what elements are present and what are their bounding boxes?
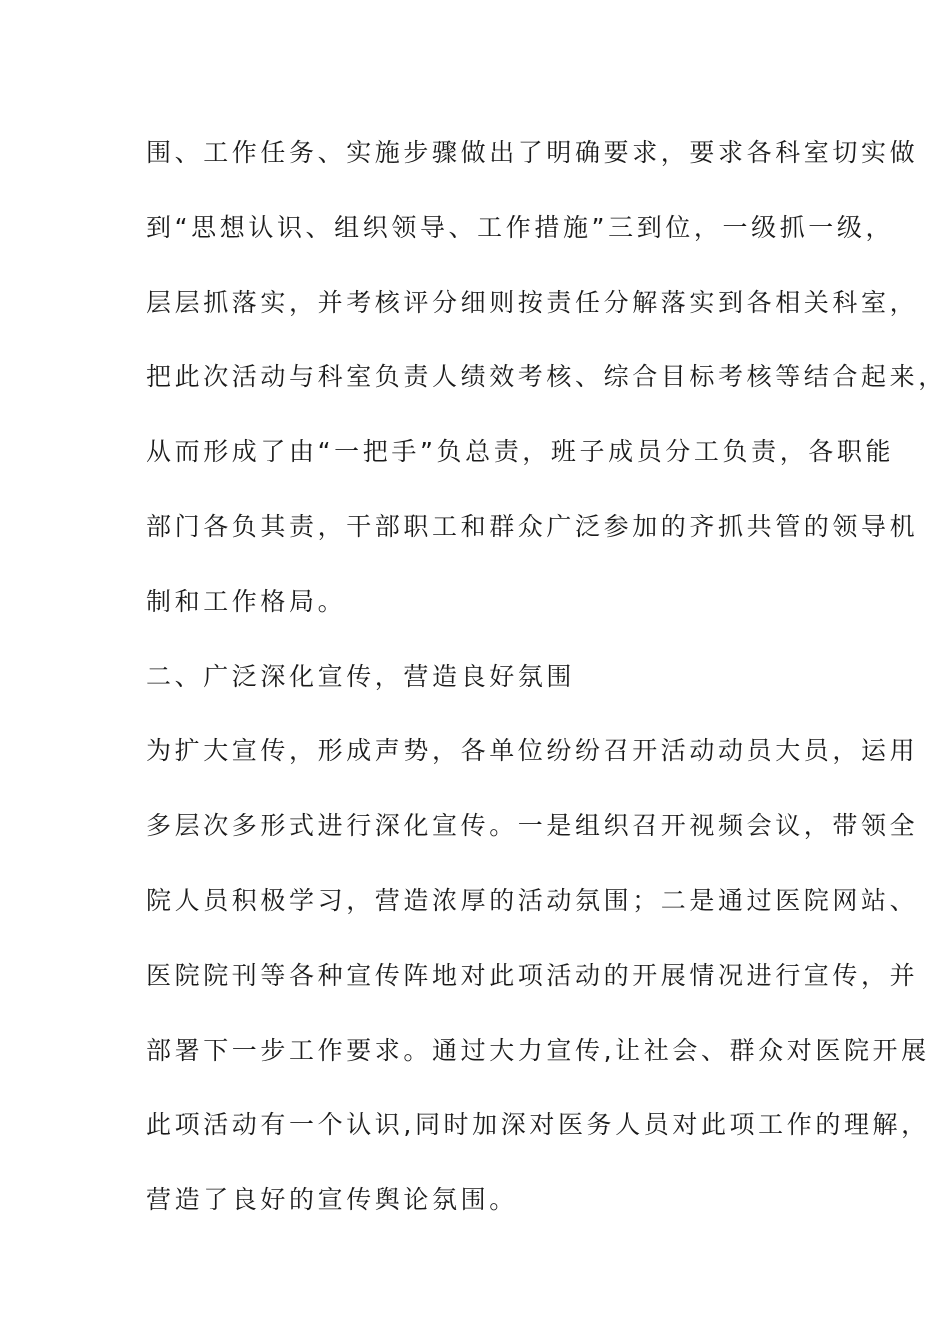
- text-line: 多层次多形式进行深化宣传。一是组织召开视频会议，带领全: [146, 811, 919, 841]
- text-line: 到“思想认识、组织领导、工作措施”三到位，一级抓一级，: [146, 212, 895, 242]
- text-line: 从而形成了由“一把手”负总责，班子成员分工负责，各职能: [146, 437, 895, 467]
- text-line: 层层抓落实，并考核评分细则按责任分解落实到各相关科室，: [146, 287, 919, 317]
- text-line: 制和工作格局。: [146, 586, 347, 616]
- text-line: 院人员积极学习，营造浓厚的活动氛围；二是通过医院网站、: [146, 885, 919, 915]
- text-line: 此项活动有一个认识,同时加深对医务人员对此项工作的理解，: [146, 1110, 930, 1140]
- text-line: 围、工作任务、实施步骤做出了明确要求，要求各科室切实做: [146, 138, 919, 167]
- body-text: [146, 128, 947, 1250]
- text-line: 部署下一步工作要求。通过大力宣传,让社会、群众对医院开展: [146, 1035, 930, 1065]
- text-line: 部门各负其责，干部职工和群众广泛参加的齐抓共管的领导机: [146, 511, 919, 541]
- text-line: 营造了良好的宣传舆论氛围。: [146, 1185, 518, 1215]
- section-heading: 二、广泛深化宣传，营造良好氛围: [146, 661, 576, 691]
- text-line: 把此次活动与科室负责人绩效考核、综合目标考核等结合起来，: [146, 362, 947, 392]
- text-line: 医院院刊等各种宣传阵地对此项活动的开展情况进行宣传，并: [146, 960, 919, 990]
- text-line: 为扩大宣传，形成声势，各单位纷纷召开活动动员大员，运用: [146, 736, 919, 766]
